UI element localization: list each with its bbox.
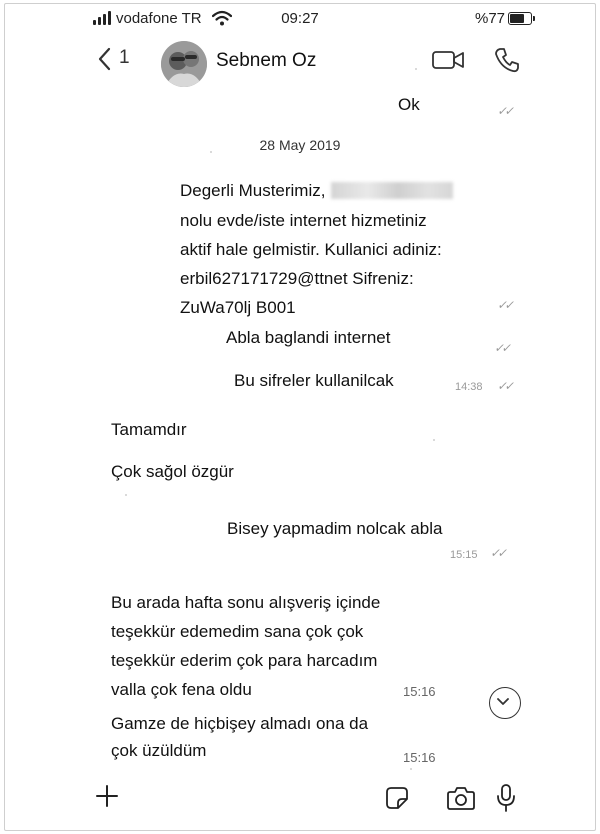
message-line: nolu evde/iste internet hizmetiniz [180,211,427,230]
message-bubble [111,711,368,763]
message-line: aktif hale gelmistir. Kullanici adiniz: [180,240,442,259]
scan-speck [410,768,412,770]
back-unread-count[interactable]: 1 [119,47,130,68]
date-separator: 28 May 2019 [259,137,341,153]
message-bubble: Tamamdır [111,420,187,439]
camera-icon[interactable] [446,785,476,811]
chevron-left-icon[interactable] [93,44,119,74]
avatar[interactable] [161,41,207,87]
read-receipt-icon: ✓✓ [493,341,511,355]
chat-screen [4,3,596,831]
message-bubble: Bisey yapmadim nolcak abla [227,519,443,538]
scan-speck [433,439,435,441]
plus-icon[interactable] [95,784,119,808]
battery-icon [508,12,532,25]
message-time [450,108,453,120]
message-line: Gamze de hiçbişey almadı ona da [111,714,369,733]
message-line: ZuWa70lj B001 [180,298,296,317]
chevron-down-icon [488,686,518,716]
carrier-name: vodafone TR [116,10,202,27]
message-time: 15:15 [450,549,478,561]
video-camera-icon[interactable] [431,48,465,72]
message-time: 15:16 [403,750,436,765]
message-line: Degerli Musterimiz, [180,181,326,200]
scroll-down-button[interactable] [489,687,521,719]
contact-name[interactable]: Sebnem Oz [216,50,317,71]
message-line: teşekkür ederim çok para harcadım [111,651,378,670]
message-line: Bu arada hafta sonu alışveriş içinde [111,593,381,612]
read-receipt-icon: ✓✓ [496,379,514,393]
message-time: 14:38 [455,381,483,393]
read-receipt-icon: ✓✓ [496,298,514,312]
message-time: 15:16 [403,684,436,699]
message-line: teşekkür edemedim sana çok çok [111,622,364,641]
message-line: erbil627171729@ttnet Sifreniz: [180,269,414,288]
message-line: valla çok fena oldu [111,680,252,699]
read-receipt-icon: ✓✓ [496,104,514,118]
message-bubble: Bu sifreler kullanilcak [234,371,394,390]
scan-speck [210,151,212,153]
read-receipt-icon: ✓✓ [489,546,507,560]
scan-speck [415,68,417,70]
message-bubble [180,178,453,320]
message-line: çok üzüldüm [111,741,207,760]
redacted-area [331,182,453,199]
status-time: 09:27 [281,10,319,27]
sticker-icon[interactable] [385,786,409,810]
status-bar [5,4,595,38]
message-bubble: Çok sağol özgür [111,462,234,481]
battery-percent: %77 [475,10,506,27]
phone-icon[interactable] [493,46,521,74]
message-bubble: Abla baglandi internet [226,328,391,347]
message-bubble [111,590,380,702]
microphone-icon[interactable] [495,783,517,813]
scan-speck [125,494,127,496]
message-bubble: Ok [398,95,420,114]
